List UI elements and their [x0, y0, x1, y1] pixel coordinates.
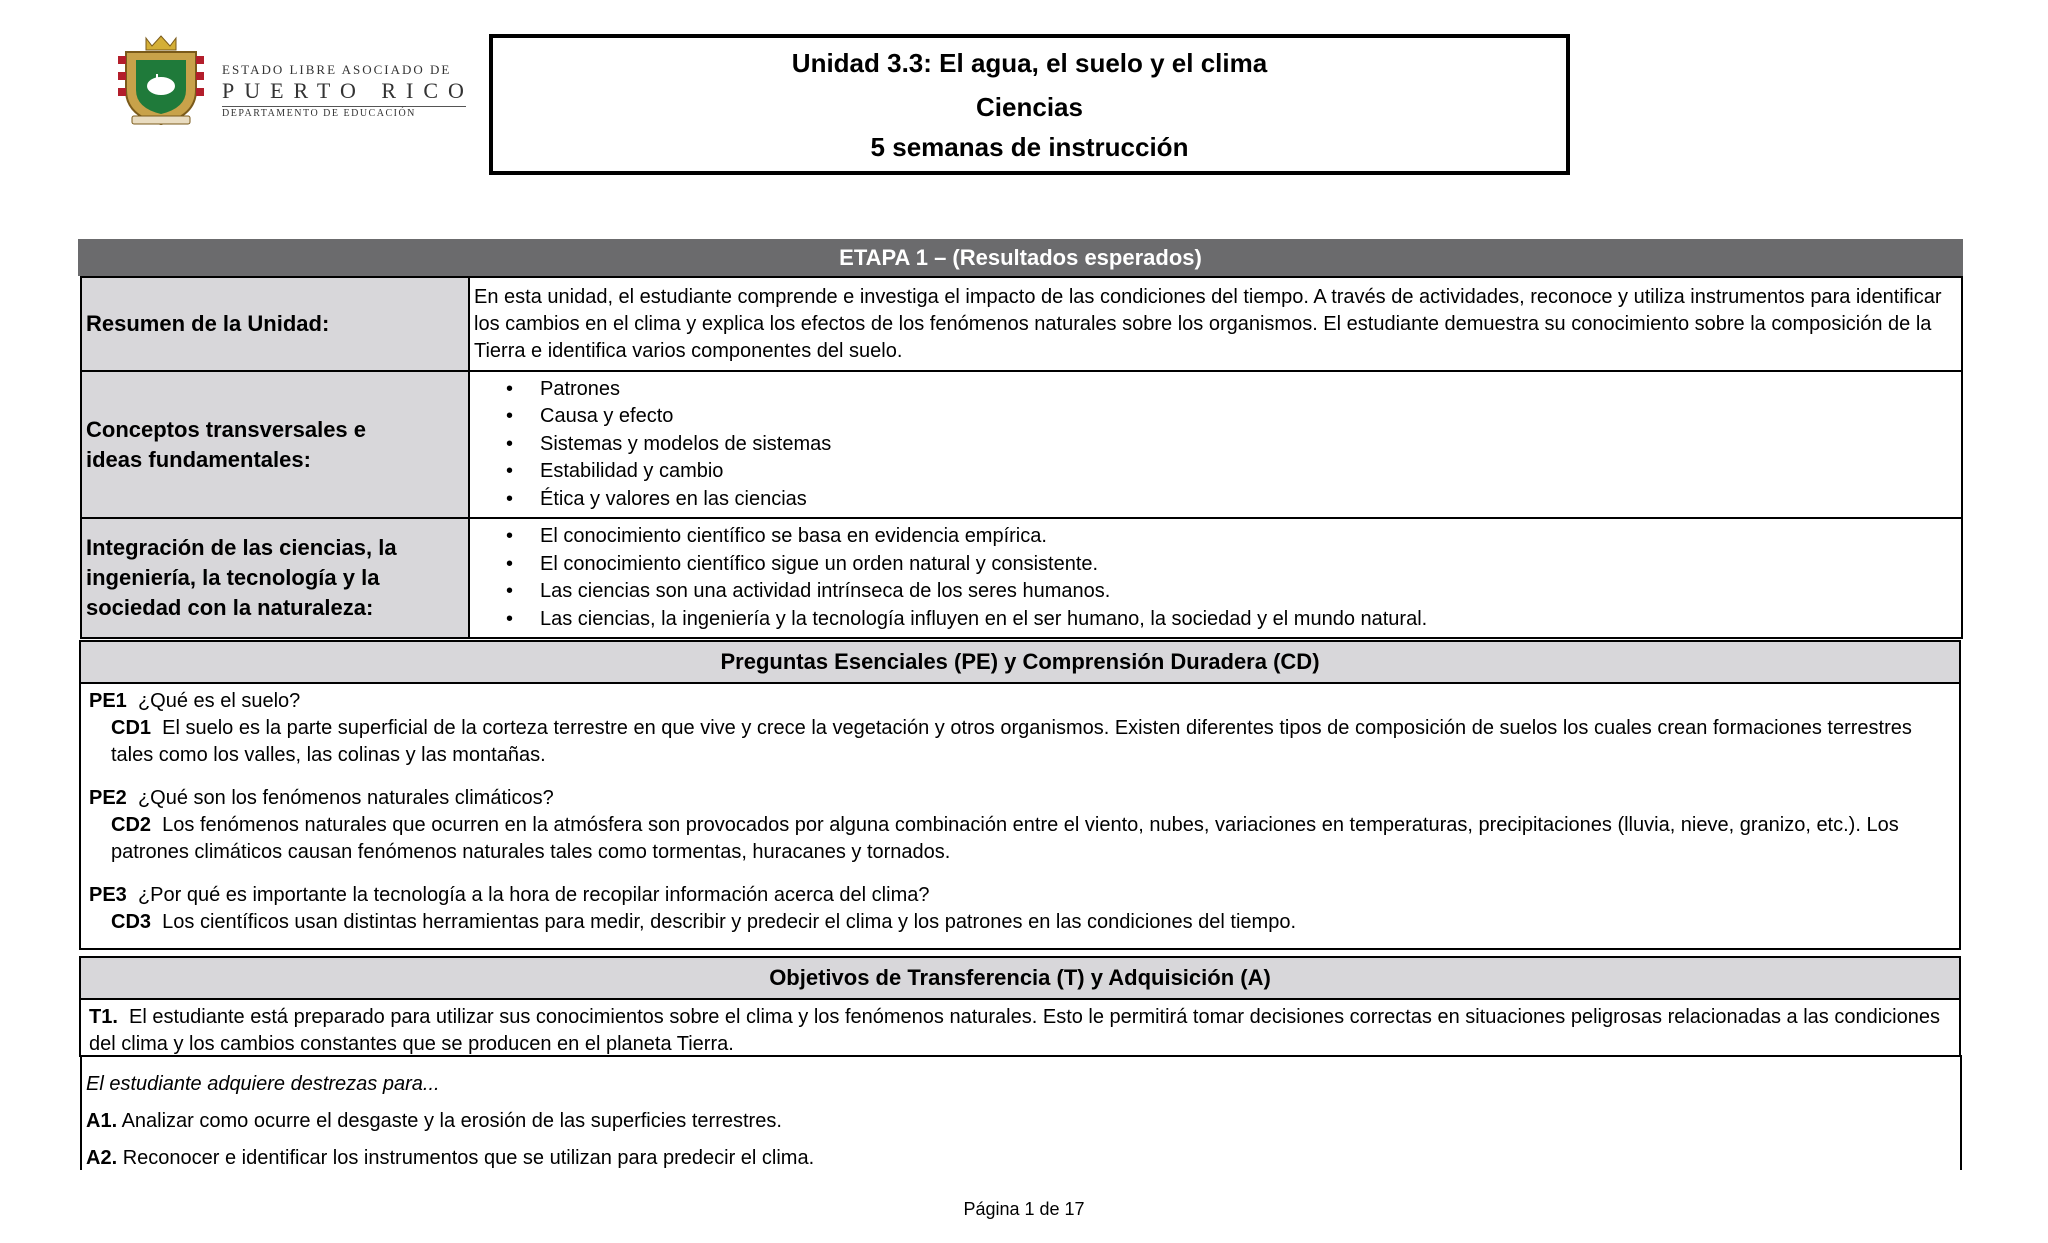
- pe-item-1: [81, 688, 1959, 769]
- cd-answer: Los científicos usan distintas herramientas para medir, describir y predecir el clima y los patrones en las condiciones del tiempo.: [162, 911, 1297, 933]
- etapa-table: [80, 276, 1963, 639]
- pe-item-3: [81, 882, 1959, 936]
- unit-duration: 5 semanas de instrucción: [870, 132, 1189, 162]
- t1-code: T1.: [89, 1006, 118, 1028]
- adquisicion-intro: El estudiante adquiere destrezas para...: [86, 1073, 440, 1095]
- table-row: [81, 371, 1962, 518]
- coat-of-arms-icon: [112, 34, 210, 126]
- conceptos-label-text: Conceptos transversales e ideas fundamentales:: [86, 416, 367, 472]
- logo-line-2: PUERTO RICO: [222, 78, 474, 103]
- adquisicion-section: [80, 1055, 1962, 1170]
- table-row: [81, 518, 1962, 638]
- list-item: • Causa y efecto: [540, 403, 1957, 431]
- t1-item: [81, 1000, 1959, 1058]
- unit-title-box: [489, 34, 1570, 175]
- page-number: Página 1 de 17: [963, 1199, 1085, 1219]
- list-item: • Patrones: [540, 376, 1957, 404]
- t1-text: El estudiante está preparado para utilizar sus conocimientos sobre el clima y los fenómenos naturales. Esto le permitirá tomar decisiones correctas en situaciones peligrosas relacionadas a las condiciones del clima y los cambios constantes que se producen en el planeta Tierra.: [89, 1006, 1940, 1055]
- a2-text: Reconocer e identificar los instrumentos que se utilizan para predecir el clima.: [122, 1147, 815, 1169]
- pe-code: PE2: [89, 787, 127, 809]
- a1-code: A1.: [86, 1110, 118, 1132]
- etapa-header: ETAPA 1 – (Resultados esperados): [78, 239, 1963, 276]
- pe-question: ¿Por qué es importante la tecnología a la hora de recopilar información acerca del clima?: [137, 884, 930, 906]
- pe-item-2: [81, 785, 1959, 866]
- integracion-label-text: Integración de las ciencias, la ingeniería, la tecnología y la sociedad con la naturaleza:: [86, 535, 397, 620]
- table-row: [81, 277, 1962, 371]
- logo-line-1: ESTADO LIBRE ASOCIADO DE: [222, 62, 452, 77]
- list-item: • Las ciencias son una actividad intrínseca de los seres humanos.: [540, 578, 1957, 606]
- list-item: • El conocimiento científico sigue un orden natural y consistente.: [540, 551, 1957, 579]
- pe-question: ¿Qué son los fenómenos naturales climáticos?: [137, 787, 554, 809]
- preguntas-header: Preguntas Esenciales (PE) y Comprensión Duradera (CD): [81, 642, 1959, 684]
- conceptos-list: [474, 376, 1957, 514]
- integracion-label: [81, 518, 469, 638]
- a2-code: A2.: [86, 1147, 118, 1169]
- unit-subject: Ciencias: [976, 92, 1083, 122]
- a1-text: Analizar como ocurre el desgaste y la erosión de las superficies terrestres.: [121, 1110, 782, 1132]
- unit-title: Unidad 3.3: El agua, el suelo y el clima: [791, 48, 1268, 78]
- resumen-text: En esta unidad, el estudiante comprende e investiga el impacto de las condiciones del tiempo. A través de actividades, reconoce y utiliza instrumentos para identificar los cambios en el clima y explica los efectos de los fenómenos naturales sobre los organismos. El estudiante demuestra su conocimiento sobre la composición de la Tierra e identifica varios componentes del suelo.: [469, 277, 1962, 371]
- integracion-cell: [469, 518, 1962, 638]
- preguntas-section: [79, 640, 1961, 950]
- logo-divider: [222, 106, 466, 107]
- list-item: • Estabilidad y cambio: [540, 458, 1957, 486]
- cd-code: CD2: [111, 814, 152, 836]
- a2-item: [86, 1147, 814, 1170]
- pe-code: PE1: [89, 690, 127, 712]
- objetivos-header: Objetivos de Transferencia (T) y Adquisición (A): [81, 958, 1959, 1000]
- resumen-label: Resumen de la Unidad:: [81, 277, 469, 371]
- list-item: • El conocimiento científico se basa en evidencia empírica.: [540, 523, 1957, 551]
- cd-code: CD3: [111, 911, 152, 933]
- cd-answer: El suelo es la parte superficial de la corteza terrestre en que vive y crece la vegetación y otros organismos. Existen diferentes tipos de composición de suelos los cuales crean formaciones terrestres tales como los valles, las colinas y las montañas.: [111, 717, 1912, 766]
- list-item: • Las ciencias, la ingeniería y la tecnología influyen en el ser humano, la sociedad y el mundo natural.: [540, 606, 1957, 634]
- logo-line-3: DEPARTAMENTO DE EDUCACIÓN: [222, 108, 416, 119]
- list-item: • Ética y valores en las ciencias: [540, 486, 1957, 514]
- objetivos-section: [79, 956, 1961, 1057]
- conceptos-cell: [469, 371, 1962, 518]
- integracion-list: [474, 523, 1957, 633]
- conceptos-label: [81, 371, 469, 518]
- cd-code: CD1: [111, 717, 152, 739]
- pe-question: ¿Qué es el suelo?: [137, 690, 301, 712]
- cd-answer: Los fenómenos naturales que ocurren en la atmósfera son provocados por alguna combinación entre el viento, nubes, variaciones en temperaturas, precipitaciones (lluvia, nieve, granizo, etc.). Los patrones climáticos causan fenómenos naturales tales como tormentas, huracanes y tornados.: [111, 814, 1899, 863]
- a1-item: [86, 1110, 782, 1133]
- pe-code: PE3: [89, 884, 127, 906]
- list-item: • Sistemas y modelos de sistemas: [540, 431, 1957, 459]
- department-logo: [112, 34, 474, 126]
